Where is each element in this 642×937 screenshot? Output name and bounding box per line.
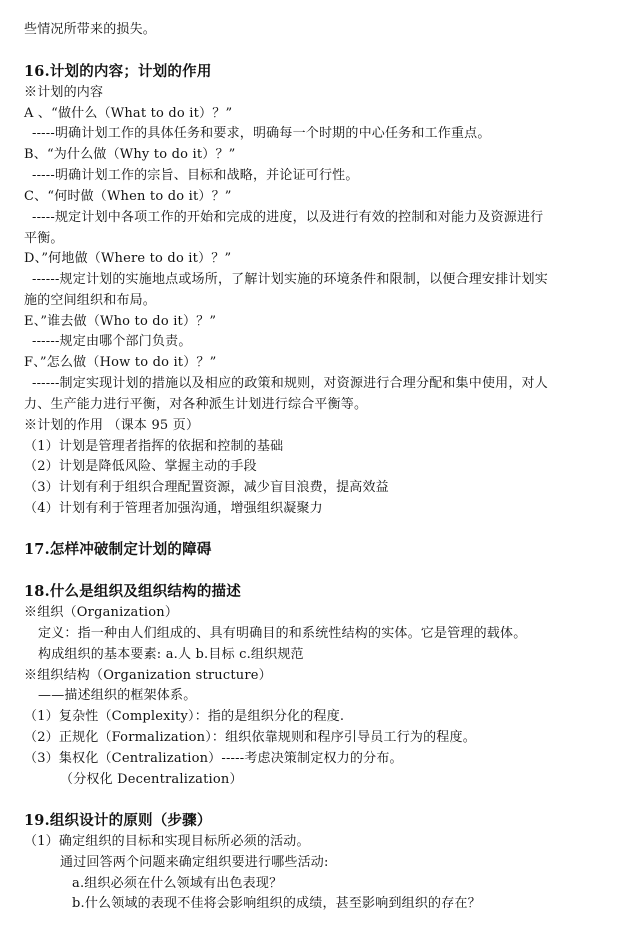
text-line: 些情况所带来的损失。 bbox=[24, 22, 157, 37]
item-f: F、”怎么做（How to do it）？” bbox=[24, 355, 217, 370]
organization-definition: 定义：指一种由人们组成的、具有明确目的和系统性结构的实体。它是管理的载体。 bbox=[38, 626, 527, 641]
item-b: B、“为什么做（Why to do it）？” bbox=[24, 147, 236, 162]
item-c: C、“何时做（When to do it）？” bbox=[24, 189, 232, 204]
design-question-a: a.组织必须在什么领域有出色表现？ bbox=[72, 876, 283, 891]
item-d-desc-cont: 施的空间组织和布局。 bbox=[24, 293, 157, 308]
structure-item-2: （2）正规化（Formalization）：组织依靠规则和程序引导员工行为的程度。 bbox=[24, 730, 476, 745]
item-c-desc: -----规定计划中各项工作的开始和完成的进度，以及进行有效的控制和对能力及资源进行 bbox=[32, 210, 544, 225]
section-heading-17: 17.怎样冲破制定计划的障碍 bbox=[24, 541, 212, 558]
design-question-b: b.什么领域的表现不佳将会影响组织的成绩，甚至影响到组织的存在？ bbox=[72, 896, 481, 911]
item-d-desc: ------规定计划的实施地点或场所，了解计划实施的环境条件和限制，以便合理安排计划实 bbox=[32, 272, 548, 287]
item-d: D、”何地做（Where to do it）？” bbox=[24, 251, 232, 266]
structure-item-3-note: （分权化 Decentralization） bbox=[60, 772, 243, 787]
design-step-1-desc: 通过回答两个问题来确定组织要进行哪些活动: bbox=[60, 855, 329, 870]
section-heading-16: 16.计划的内容；计划的作用 bbox=[24, 63, 212, 80]
role-item-3: （3）计划有利于组织合理配置资源，减少盲目浪费，提高效益 bbox=[24, 480, 389, 495]
subheading-org-structure: ※组织结构（Organization structure） bbox=[24, 668, 272, 683]
org-structure-desc: ——描述组织的框架体系。 bbox=[38, 688, 197, 703]
role-item-4: （4）计划有利于管理者加强沟通，增强组织凝聚力 bbox=[24, 501, 323, 516]
subheading-organization: ※组织（Organization） bbox=[24, 605, 179, 620]
item-c-desc-cont: 平衡。 bbox=[24, 231, 64, 246]
item-b-desc: -----明确计划工作的宗旨、目标和战略，并论证可行性。 bbox=[32, 168, 359, 183]
item-f-desc-cont: 力、生产能力进行平衡，对各种派生计划进行综合平衡等。 bbox=[24, 397, 368, 412]
subheading-plan-content: ※计划的内容 bbox=[24, 85, 104, 100]
design-step-1: （1）确定组织的目标和实现目标所必须的活动。 bbox=[24, 834, 310, 849]
structure-item-3: （3）集权化（Centralization）-----考虑决策制定权力的分布。 bbox=[24, 751, 403, 766]
section-heading-19: 19.组织设计的原则（步骤） bbox=[24, 812, 212, 829]
item-a-desc: -----明确计划工作的具体任务和要求，明确每一个时期的中心任务和工作重点。 bbox=[32, 126, 491, 141]
item-a: A 、“做什么（What to do it）？” bbox=[24, 106, 233, 121]
role-item-2: （2）计划是降低风险、掌握主动的手段 bbox=[24, 459, 257, 474]
item-e: E、”谁去做（Who to do it）？” bbox=[24, 314, 217, 329]
subheading-plan-role: ※计划的作用 （课本 95 页） bbox=[24, 418, 200, 433]
item-e-desc: ------规定由哪个部门负责。 bbox=[32, 334, 192, 349]
section-heading-18: 18.什么是组织及组织结构的描述 bbox=[24, 583, 241, 600]
structure-item-1: （1）复杂性（Complexity）：指的是组织分化的程度. bbox=[24, 709, 345, 724]
role-item-1: （1）计划是管理者指挥的依据和控制的基础 bbox=[24, 439, 284, 454]
organization-elements: 构成组织的基本要素: a.人 b.目标 c.组织规范 bbox=[38, 647, 304, 662]
item-f-desc: ------制定实现计划的措施以及相应的政策和规则，对资源进行合理分配和集中使用，对人 bbox=[32, 376, 548, 391]
